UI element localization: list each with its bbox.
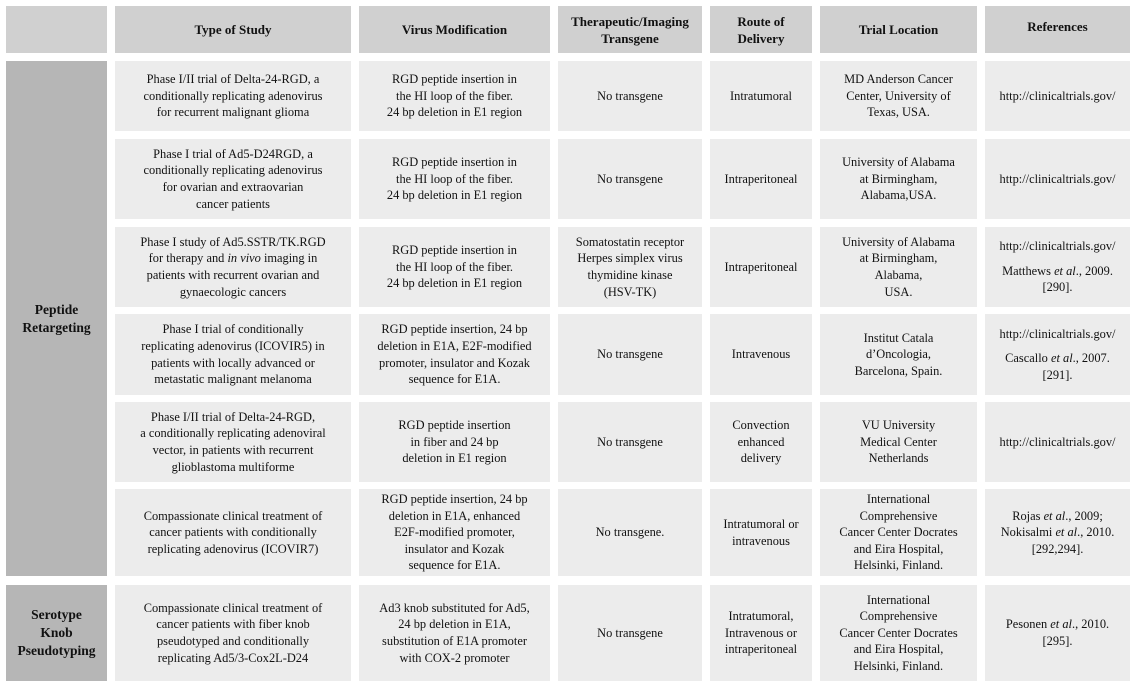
row3-location-line: Alabama, <box>874 268 923 282</box>
row6-modification-line: sequence for E1A. <box>408 558 501 573</box>
row3-modification-line: RGD peptide insertion in <box>392 243 517 258</box>
row4-reference-line <box>1005 350 1110 367</box>
row2-study-line: conditionally replicating adenovirus <box>143 163 323 178</box>
row6-route <box>710 489 812 576</box>
row7-location-line: Helsinki, Finland. <box>853 658 944 673</box>
row6-transgene <box>558 489 702 576</box>
row5-route-line: delivery <box>740 451 782 466</box>
row6-modification-line: insulator and Kozak <box>404 541 505 556</box>
row3-reference-link[interactable]: http://clinicaltrials.gov/ <box>999 239 1116 254</box>
row4-transgene <box>558 314 702 395</box>
row2-route-line: Intraperitoneal <box>724 171 798 186</box>
row7-location-line: and Eira Hospital, <box>853 642 944 657</box>
row5-modification-line: in fiber and 24 bp <box>410 434 499 449</box>
row7-route-line: intraperitoneal <box>724 642 798 657</box>
row3-location-line: University of Alabama <box>842 234 955 249</box>
row5-route-line: Convection <box>732 418 790 433</box>
row4-study-line: Phase I trial of conditionally <box>162 322 304 337</box>
row4-reference-year: ., 2007. <box>1072 351 1110 366</box>
row4-study-line: patients with locally advanced or <box>151 355 315 370</box>
row6-location-line: Helsinki, Finland. <box>853 558 944 573</box>
row3-modification-line: the HI loop of the fiber. <box>396 259 513 274</box>
row3-modification <box>359 227 550 307</box>
row6-study-line: cancer patients with conditionally <box>149 525 317 540</box>
row4-modification-line: sequence for E1A. <box>408 372 501 387</box>
header-references-text: References <box>1027 19 1088 34</box>
row6-reference-number: [292,294]. <box>1031 541 1084 556</box>
row5-location-line: Netherlands <box>868 451 929 466</box>
row4-study-line: metastatic malignant melanoma <box>154 372 312 387</box>
row4-reference-author: Cascallo <box>1005 351 1048 366</box>
row1-location-line: Center, University of <box>846 88 951 103</box>
row7-study-line: cancer patients with fiber knob <box>156 617 310 632</box>
row3-study-line: Phase I study of Ad5.SSTR/TK.RGD <box>140 234 326 249</box>
row1-study <box>115 61 351 131</box>
row4-modification-line: promoter, insulator and Kozak <box>379 355 530 370</box>
row2-modification-line: the HI loop of the fiber. <box>396 171 513 186</box>
row7-route-line: Intravenous or <box>725 625 797 640</box>
row4-study-line: replicating adenovirus (ICOVIR5) in <box>141 338 325 353</box>
row2-study-line: for ovarian and extraovarian <box>162 180 304 194</box>
row5-study-line: vector, in patients with recurrent <box>152 443 314 457</box>
group-peptide-retargeting <box>6 61 107 576</box>
row7-reference-number: [295]. <box>1042 634 1073 648</box>
row2-location <box>820 139 977 219</box>
row3-modification-line: 24 bp deletion in E1 region <box>386 276 523 291</box>
row5-route-line: enhanced <box>737 434 785 449</box>
row2-study <box>115 139 351 219</box>
header-trial-location-text: Trial Location <box>858 22 939 37</box>
header-references <box>985 6 1130 53</box>
row5-study-line: glioblastoma multiforme <box>171 459 295 474</box>
row5-modification-line: deletion in E1 region <box>402 451 507 466</box>
row4-reference-number: [291]. <box>1042 367 1073 382</box>
header-route <box>710 6 812 53</box>
row5-location <box>820 402 977 482</box>
row1-route-line: Intratumoral <box>730 88 792 103</box>
header-transgene-line1: Therapeutic/Imaging <box>571 13 689 29</box>
header-corner-cell <box>6 6 107 53</box>
row3-location-line: USA. <box>884 284 913 299</box>
row7-reference-year: ., 2010. <box>1071 617 1110 632</box>
row7-route <box>710 585 812 681</box>
row1-transgene <box>558 61 702 131</box>
row6-route-line: Intratumoral or <box>723 516 799 531</box>
row6-study-line: replicating adenovirus (ICOVIR7) <box>147 541 319 556</box>
row2-references <box>985 139 1130 219</box>
header-type-of-study-text: Type of Study <box>194 22 272 37</box>
header-transgene-line2: Transgene <box>601 30 659 46</box>
row5-study-line: Phase I/II trial of Delta-24-RGD, <box>150 409 316 424</box>
row6-transgene-line: No transgene. <box>595 525 665 540</box>
row7-reference-etal: et al <box>1050 617 1072 632</box>
row6-reference-author: Nokisalmi <box>1000 525 1053 540</box>
row7-location-line: Comprehensive <box>859 609 938 624</box>
row6-reference-year: ., 2010. <box>1077 525 1115 540</box>
row3-reference-line <box>1002 263 1113 280</box>
row3-route-line: Intraperitoneal <box>724 259 798 274</box>
row3-transgene <box>558 227 702 307</box>
row2-location-line: University of Alabama <box>842 155 955 170</box>
row7-location-line: Cancer Center Docrates <box>839 625 958 640</box>
row6-location-line: Comprehensive <box>859 508 938 523</box>
row3-study-text: for therapy and <box>148 251 225 266</box>
row7-modification-line: with COX-2 promoter <box>399 650 510 665</box>
row2-modification <box>359 139 550 219</box>
row7-study-line: pseudotyped and conditionally <box>156 634 310 648</box>
row4-route-line: Intravenous <box>731 347 791 362</box>
row6-study <box>115 489 351 576</box>
row2-modification-line: 24 bp deletion in E1 region <box>386 188 523 203</box>
row7-modification-line: 24 bp deletion in E1A, <box>398 617 511 632</box>
row4-modification <box>359 314 550 395</box>
row5-study-line: a conditionally replicating adenoviral <box>140 426 326 441</box>
header-type-of-study <box>115 6 351 53</box>
row1-modification-line: 24 bp deletion in E1 region <box>386 105 523 120</box>
row2-route <box>710 139 812 219</box>
row7-transgene-line: No transgene <box>597 625 663 640</box>
row6-modification-line: E2F-modified promoter, <box>394 525 515 540</box>
row1-modification-line: the HI loop of the fiber. <box>396 88 513 103</box>
row5-references <box>985 402 1130 482</box>
row2-study-line: Phase I trial of Ad5-D24RGD, a <box>153 146 313 161</box>
row7-location <box>820 585 977 681</box>
row6-location-line: International <box>866 492 931 507</box>
row3-route <box>710 227 812 307</box>
header-trial-location <box>820 6 977 53</box>
row2-modification-line: RGD peptide insertion in <box>392 155 517 170</box>
row5-location-line: VU University <box>861 418 936 433</box>
row3-references <box>985 227 1130 307</box>
row3-transgene-line: Somatostatin receptor <box>575 234 685 249</box>
row1-modification-line: RGD peptide insertion in <box>392 72 517 87</box>
row5-study <box>115 402 351 482</box>
header-transgene <box>558 6 702 53</box>
row2-reference-link[interactable]: http://clinicaltrials.gov/ <box>999 171 1116 186</box>
row6-reference-author: Rojas <box>1012 508 1041 523</box>
row5-transgene <box>558 402 702 482</box>
header-route-line2: Delivery <box>737 30 785 46</box>
row4-transgene-line: No transgene <box>597 347 663 362</box>
row7-modification <box>359 585 550 681</box>
row7-location-line: International <box>866 592 931 607</box>
row5-modification-line: RGD peptide insertion <box>398 418 511 433</box>
row1-route <box>710 61 812 131</box>
row1-transgene-line: No transgene <box>597 88 663 103</box>
row1-location-line: MD Anderson Cancer <box>844 72 953 87</box>
row6-reference-etal: et al <box>1043 508 1066 523</box>
row7-references <box>985 585 1130 681</box>
row3-location <box>820 227 977 307</box>
row7-study-line: replicating Ad5/3-Cox2L-D24 <box>157 650 309 665</box>
row7-route-line: Intratumoral, <box>728 609 794 624</box>
row1-modification <box>359 61 550 131</box>
row7-transgene <box>558 585 702 681</box>
row4-reference-link[interactable]: http://clinicaltrials.gov/ <box>999 326 1116 341</box>
row3-reference-author: Matthews <box>1002 263 1051 278</box>
row4-location-line: d’Oncologia, <box>865 347 932 362</box>
row5-reference-link[interactable]: http://clinicaltrials.gov/ <box>999 434 1116 449</box>
row7-study <box>115 585 351 681</box>
row4-modification-line: RGD peptide insertion, 24 bp <box>381 322 528 337</box>
group-serotype-line1: Serotype <box>31 607 82 622</box>
row2-location-line: at Birmingham, <box>859 171 938 186</box>
header-virus-modification <box>359 6 550 53</box>
row3-reference-number: [290]. <box>1042 280 1073 295</box>
row3-location-line: at Birmingham, <box>859 251 938 266</box>
row4-modification-line: deletion in E1A, E2F-modified <box>377 338 532 353</box>
row3-transgene-line: Herpes simplex virus <box>577 251 683 266</box>
row7-reference-line <box>1006 616 1109 633</box>
row4-location <box>820 314 977 395</box>
row6-references <box>985 489 1130 576</box>
row7-modification-line: substitution of E1A promoter <box>382 634 527 648</box>
row5-modification <box>359 402 550 482</box>
group-serotype-line2: Knob <box>40 625 73 640</box>
row1-study-line: for recurrent malignant glioma <box>156 105 310 120</box>
row3-study-text: imaging in <box>263 251 318 266</box>
header-route-line1: Route of <box>737 13 785 29</box>
row4-study <box>115 314 351 395</box>
row7-study-line: Compassionate clinical treatment of <box>143 600 323 615</box>
row3-transgene-line: (HSV-TK) <box>603 284 657 299</box>
row5-location-line: Medical Center <box>860 434 937 449</box>
row6-reference-line <box>1001 524 1115 541</box>
row7-modification-line: Ad3 knob substituted for Ad5, <box>379 600 530 615</box>
row6-reference-line <box>1012 508 1103 525</box>
row4-location-line: Barcelona, Spain. <box>854 363 943 378</box>
row1-location <box>820 61 977 131</box>
row1-location-line: Texas, USA. <box>867 105 930 120</box>
group-peptide-line2: Retargeting <box>22 319 91 335</box>
row4-references <box>985 314 1130 395</box>
row4-reference-etal: et al <box>1050 351 1073 366</box>
row6-study-line: Compassionate clinical treatment of <box>143 508 323 523</box>
row1-reference-link[interactable]: http://clinicaltrials.gov/ <box>999 88 1116 103</box>
row3-study <box>115 227 351 307</box>
row6-location <box>820 489 977 576</box>
row4-location-line: Institut Catala <box>863 330 934 345</box>
row3-study-italic: in vivo <box>227 251 261 266</box>
row3-study-line: gynaecologic cancers <box>179 284 287 299</box>
row3-study-line <box>149 250 318 267</box>
row3-reference-etal: et al <box>1054 263 1076 278</box>
row2-transgene <box>558 139 702 219</box>
row2-location-line: Alabama,USA. <box>860 188 937 203</box>
row6-reference-etal: et al <box>1055 525 1078 540</box>
row6-location-line: Cancer Center Docrates <box>839 525 958 540</box>
row1-study-line: Phase I/II trial of Delta-24-RGD, a <box>146 72 320 87</box>
row2-study-line: cancer patients <box>196 196 270 211</box>
row1-study-line: conditionally replicating adenovirus <box>143 88 323 103</box>
row1-references <box>985 61 1130 131</box>
row3-reference-year: ., 2009. <box>1075 263 1113 278</box>
row6-reference-year: ., 2009; <box>1065 508 1103 523</box>
row6-location-line: and Eira Hospital, <box>853 541 944 556</box>
header-virus-modification-text: Virus Modification <box>401 22 508 37</box>
group-serotype-knob-pseudotyping <box>6 585 107 681</box>
row2-transgene-line: No transgene <box>597 171 663 186</box>
row3-study-line: patients with recurrent ovarian and <box>146 268 320 282</box>
row3-transgene-line: thymidine kinase <box>587 268 673 282</box>
row6-modification-line: deletion in E1A, enhanced <box>388 508 521 523</box>
row6-modification <box>359 489 550 576</box>
row6-route-line: intravenous <box>732 533 790 548</box>
row4-route <box>710 314 812 395</box>
row5-transgene-line: No transgene <box>597 434 663 449</box>
row6-modification-line: RGD peptide insertion, 24 bp <box>381 492 528 507</box>
row5-route <box>710 402 812 482</box>
row7-reference-author: Pesonen <box>1005 617 1048 632</box>
group-peptide-line1: Peptide <box>34 301 79 317</box>
group-serotype-line3: Pseudotyping <box>17 643 96 658</box>
